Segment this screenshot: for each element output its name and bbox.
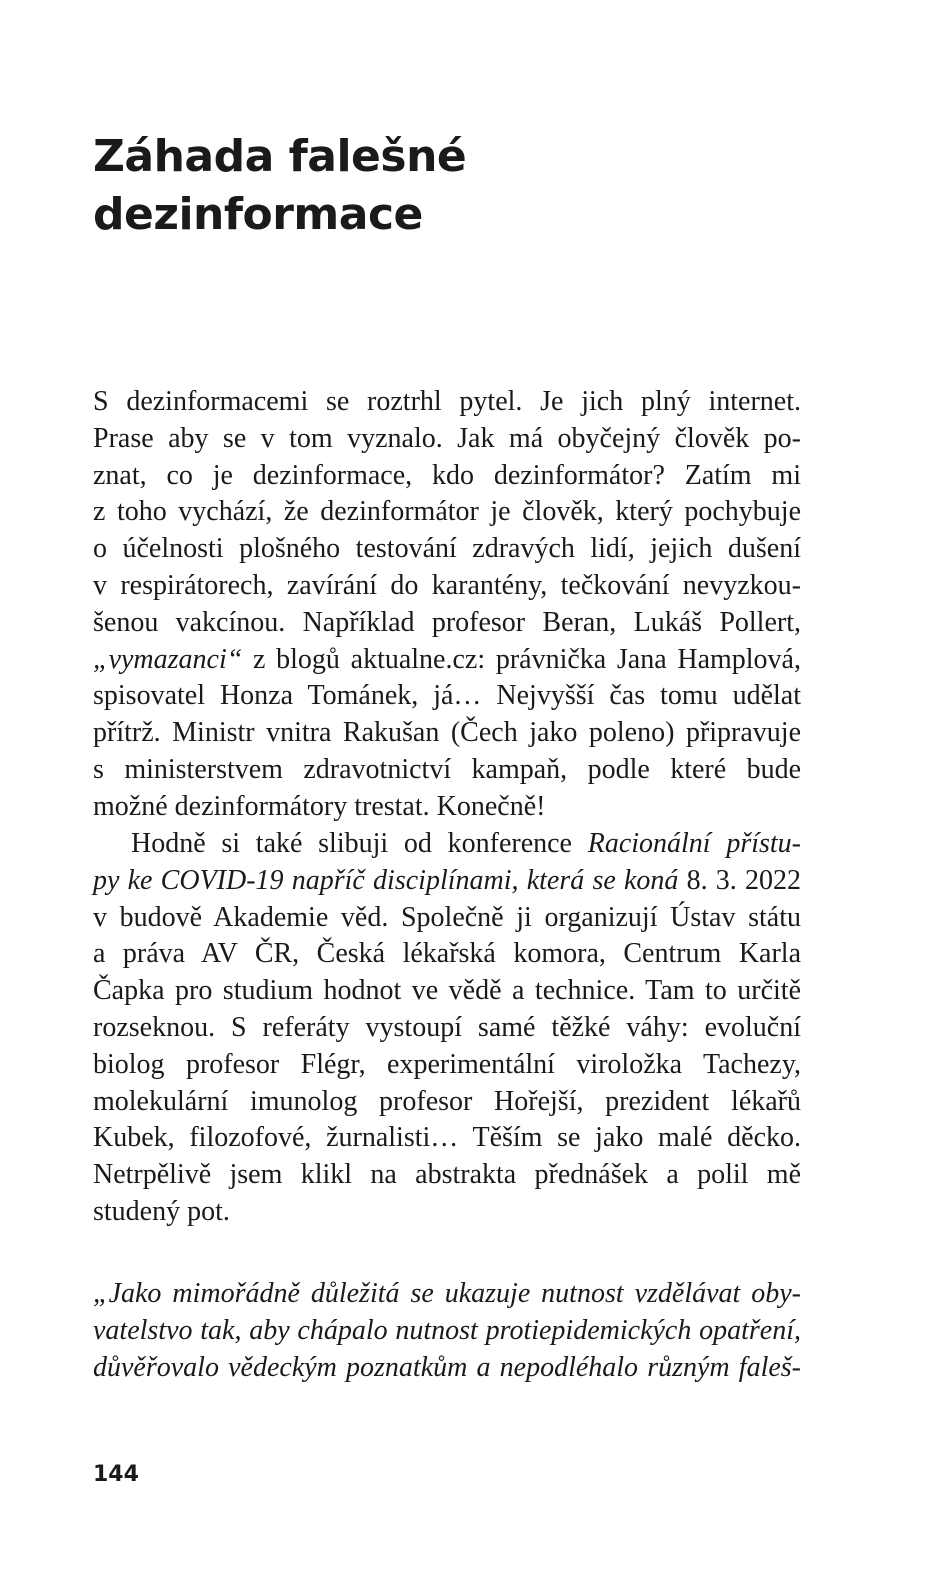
text-line: studený pot.: [93, 1195, 230, 1227]
text-line: z toho vychází, že dezinformátor je člověk, který pochybuje: [93, 496, 801, 528]
text-line: o účelnosti plošného testování zdravých lidí, jejich dušení: [93, 533, 801, 565]
text-line: přítrž. Ministr vnitra Rakušan (Čech jako poleno) připravuje: [93, 717, 801, 749]
text-line: spisovatel Honza Tománek, já… Nejvyšší čas tomu udělat: [93, 680, 801, 712]
paragraph-1: [93, 384, 801, 826]
page-number: 144: [93, 1462, 139, 1487]
emphasized-text: „vymazanci“: [93, 643, 243, 675]
text-line: rozseknou. S referáty vystoupí samé těžké váhy: evoluční: [93, 1011, 801, 1043]
text-segment: z blogů aktualne.cz: právnička Jana Hamplová,: [242, 643, 801, 675]
text-line: Čapka pro studium hodnot ve vědě a technice. Tam to určitě: [93, 975, 801, 1007]
quote-line: „Jako mimořádně důležitá se ukazuje nutnost vzdělávat oby-: [93, 1278, 801, 1309]
conference-title: Racionální přístu-: [587, 828, 801, 859]
chapter-title-line: dezinformace: [93, 189, 423, 240]
text-line: šenou vakcínou. Například profesor Beran, Lukáš Pollert,: [93, 606, 801, 638]
text-line: a práva AV ČR, Česká lékařská komora, Centrum Karla: [93, 938, 801, 970]
text-segment: Hodně si také slibuji od konference: [131, 828, 588, 859]
paragraph-2: [93, 826, 801, 1231]
text-line: biolog profesor Flégr, experimentální viroložka Tachezy,: [93, 1048, 801, 1080]
chapter-title-line: Záhada falešné: [93, 131, 467, 182]
text-line: S dezinformacemi se roztrhl pytel. Je jich plný internet.: [93, 386, 801, 417]
text-line: [93, 826, 801, 863]
text-line: [93, 863, 801, 900]
text-line: molekulární imunolog profesor Hořejší, prezident lékařů: [93, 1085, 801, 1117]
text-line: v respirátorech, zavírání do karantény, tečkování nevyzkou-: [93, 569, 801, 601]
chapter-title: [93, 128, 466, 244]
text-line: v budově Akademie věd. Společně ji organizují Ústav státu: [93, 901, 801, 933]
block-quote: [93, 1276, 801, 1386]
text-line: Kubek, filozofové, žurnalisti… Těším se jako malé děcko.: [93, 1122, 801, 1154]
conference-title: py ke COVID-19 napříč disciplínami, která se koná: [93, 864, 679, 896]
text-line: s ministerstvem zdravotnictví kampaň, podle které bude: [93, 753, 801, 785]
text-line: Netrpělivě jsem klikl na abstrakta přednášek a polil mě: [93, 1159, 801, 1191]
quote-line: vatelstvo tak, aby chápalo nutnost protiepidemických opatření,: [93, 1314, 801, 1346]
text-line: znat, co je dezinformace, kdo dezinformátor? Zatím mi: [93, 459, 801, 491]
text-segment: 8. 3. 2022: [678, 864, 802, 896]
text-line: možné dezinformátory trestat. Konečně!: [93, 790, 546, 822]
text-line: [93, 642, 801, 679]
text-line: Prase aby se v tom vyznalo. Jak má obyčejný člověk po-: [93, 422, 801, 454]
quote-line: důvěřovalo vědeckým poznatkům a nepodléhalo různým faleš-: [93, 1351, 801, 1383]
